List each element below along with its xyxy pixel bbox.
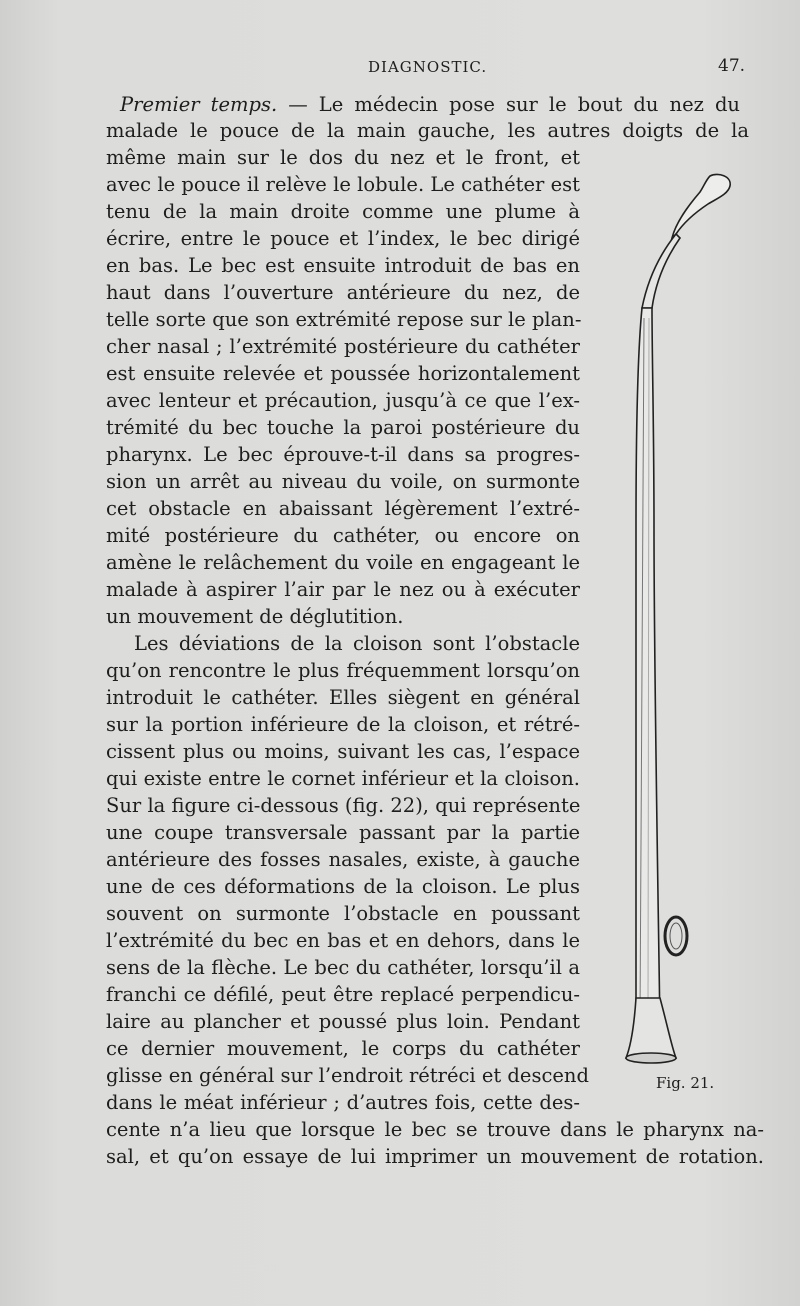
- text-line: cet obstacle en abaissant légèrement l’extré-: [106, 497, 580, 520]
- catheter-beak: [642, 234, 680, 308]
- text-line: pharynx. Le bec éprouve-t-il dans sa progres-: [106, 443, 580, 466]
- text-line: un mouvement de déglutition.: [106, 605, 404, 628]
- lead-in: Premier temps.: [120, 93, 278, 116]
- text-line: laire au plancher et poussé plus loin. Pendant: [106, 1010, 580, 1033]
- text-line: glisse en général sur l’endroit rétréci et descend: [106, 1064, 589, 1087]
- text-line: avec lenteur et précaution, jusqu’à ce que l’ex-: [106, 389, 580, 412]
- text-line-remainder: — Le médecin pose sur le bout du nez du: [277, 93, 740, 116]
- text-line: franchi ce défilé, peut être replacé perpendicu-: [106, 983, 580, 1006]
- text-line: même main sur le dos du nez et le front, et: [106, 146, 580, 169]
- text-line: sion un arrêt au niveau du voile, on surmonte: [106, 470, 580, 493]
- text-line: introduit le cathéter. Elles siègent en général: [106, 686, 580, 709]
- page-number: 47.: [718, 56, 746, 76]
- text-line: cher nasal ; l’extrémité postérieure du cathéter: [106, 335, 580, 358]
- text-line: Sur la figure ci-dessous (fig. 22), qui représente: [106, 794, 581, 817]
- text-line: avec le pouce il relève le lobule. Le cathéter est: [106, 173, 580, 196]
- text-line: malade le pouce de la main gauche, les autres doigts de la: [106, 119, 749, 142]
- text-line: trémité du bec touche la paroi postérieure du: [106, 416, 580, 439]
- text-line: amène le relâchement du voile en engageant le: [106, 551, 580, 574]
- text-line: haut dans l’ouverture antérieure du nez, de: [106, 281, 580, 304]
- text-line: une de ces déformations de la cloison. Le plus: [106, 875, 580, 898]
- text-line: l’extrémité du bec en bas et en dehors, dans le: [106, 929, 580, 952]
- running-header: DIAGNOSTIC.: [368, 58, 488, 76]
- text-line: ce dernier mouvement, le corps du cathéter: [106, 1037, 580, 1060]
- text-line: cente n’a lieu que lorsque le bec se trouve dans le pharynx na-: [106, 1118, 764, 1141]
- text-line: souvent on surmonte l’obstacle en poussant: [106, 902, 580, 925]
- text-line: sur la portion inférieure de la cloison, et rétré-: [106, 713, 580, 736]
- text-line: qu’on rencontre le plus fréquemment lorsqu’on: [106, 659, 580, 682]
- text-line: antérieure des fosses nasales, existe, à gauche: [106, 848, 580, 871]
- text-line: est ensuite relevée et poussée horizontalement: [106, 362, 580, 385]
- text-line: Les déviations de la cloison sont l’obstacle: [134, 632, 580, 655]
- text-line: [120, 92, 740, 118]
- text-line: malade à aspirer l’air par le nez ou à exécuter: [106, 578, 580, 601]
- text-line: cissent plus ou moins, suivant les cas, l’espace: [106, 740, 580, 763]
- text-line: qui existe entre le cornet inférieur et la cloison.: [106, 767, 580, 790]
- catheter-tip: [672, 174, 730, 238]
- text-line: mité postérieure du cathéter, ou encore on: [106, 524, 580, 547]
- text-line: telle sorte que son extrémité repose sur le plan-: [106, 308, 582, 331]
- text-line: une coupe transversale passant par la partie: [106, 821, 580, 844]
- text-line: sal, et qu’on essaye de lui imprimer un mouvement de rotation.: [106, 1145, 764, 1168]
- catheter-base: [626, 998, 676, 1058]
- figure-caption: Fig. 21.: [656, 1074, 715, 1092]
- text-line: sens de la flèche. Le bec du cathéter, lorsqu’il a: [106, 956, 580, 979]
- text-line: en bas. Le bec est ensuite introduit de bas en: [106, 254, 580, 277]
- catheter-figure: [618, 168, 738, 1068]
- text-line: tenu de la main droite comme une plume à: [106, 200, 580, 223]
- text-line: écrire, entre le pouce et l’index, le bec dirigé: [106, 227, 580, 250]
- text-line: dans le méat inférieur ; d’autres fois, cette des-: [106, 1091, 580, 1114]
